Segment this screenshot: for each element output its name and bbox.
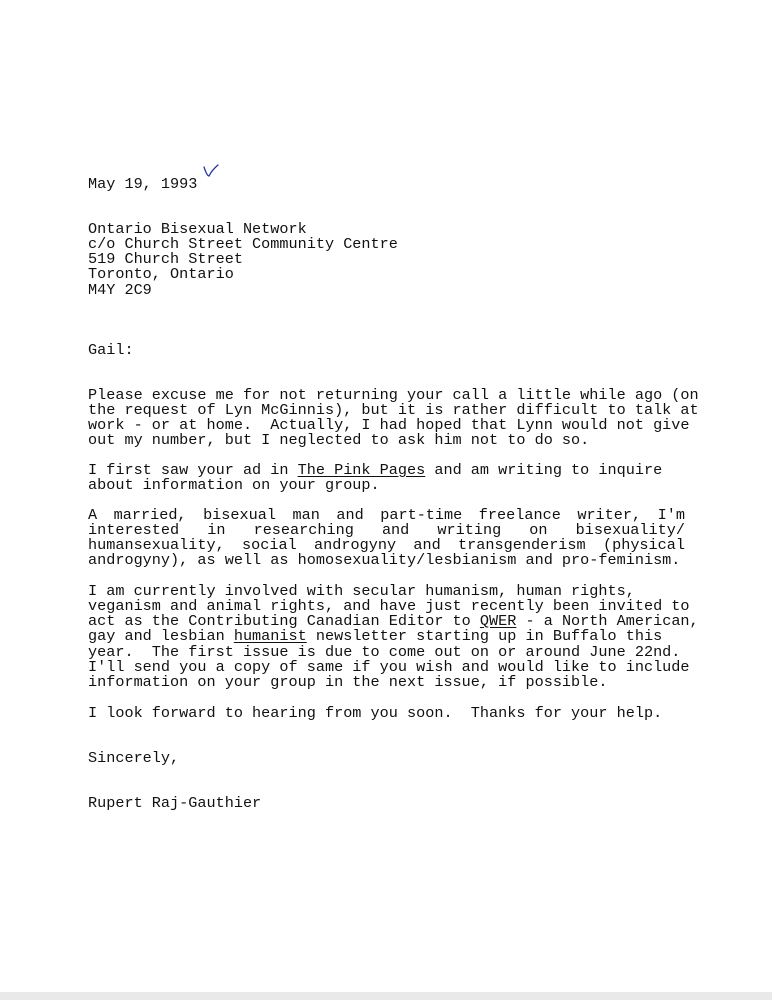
paragraph-3-line-4: androgyny), as well as homosexuality/lesbianism and pro-feminism. [88,551,681,569]
paragraph-4-text: - a North American, [516,612,699,630]
paragraph-2-text: I first saw your ad in [88,461,298,479]
paragraph-4-text: gay and lesbian [88,627,234,645]
address-line-1: Ontario Bisexual Network [88,220,307,238]
address-line-4: Toronto, Ontario [88,265,234,283]
paragraph-1-line-2: the request of Lyn McGinnis), but it is rather difficult to talk at [88,401,699,419]
underlined-word-humanist: humanist [233,627,307,645]
salutation: Gail: [88,341,134,359]
paragraph-4-line-5: year. The first issue is due to come out on or around June 22nd. [88,643,681,661]
paragraph-1-line-4: out my number, but I neglected to ask him not to do so. [88,431,590,449]
paragraph-2-text: and am writing to inquire [425,461,663,479]
paragraph-4-line-2: veganism and animal rights, and have just recently been invited to [88,597,690,615]
paragraph-3-line-1-text: A married, bisexual man and part-time freelance writer, I'm [88,506,685,524]
paragraph-4-line-4 [88,629,662,644]
newsletter-title-qwer: QWER [479,612,517,630]
paragraph-5: I look forward to hearing from you soon. Thanks for your help. [88,704,663,722]
paragraph-4-text: newsletter starting up in Buffalo this [306,627,663,645]
paragraph-4-line-7: information on your group in the next issue, if possible. [88,673,608,691]
address-line-2: c/o Church Street Community Centre [88,235,398,253]
paragraph-3-line-2-text: interested in researching and writing on bisexuality/ [88,521,685,539]
address-line-3: 519 Church Street [88,250,243,268]
signature-name: Rupert Raj-Gauthier [88,794,262,812]
paragraph-4-line-1: I am currently involved with secular humanism, human rights, [88,582,635,600]
scan-bottom-edge [0,992,772,1000]
letter-date: May 19, 1993 [88,175,198,193]
paragraph-1-line-3: work - or at home. Actually, I had hoped that Lynn would not give [88,416,690,434]
publication-title-pink-pages: The Pink Pages [297,461,426,479]
paragraph-3-line-3-text: humansexuality, social androgyny and transgenderism (physical [88,536,685,554]
paragraph-1-line-1: Please excuse me for not returning your call a little while ago (on [88,386,699,404]
address-line-5: M4Y 2C9 [88,281,152,299]
paragraph-4-line-6: I'll send you a copy of same if you wish and would like to include [88,658,690,676]
handwritten-check-mark [203,164,219,178]
paragraph-2-line-2: about information on your group. [88,476,380,494]
closing: Sincerely, [88,749,180,767]
paragraph-4-text: act as the Contributing Canadian Editor to [88,612,480,630]
